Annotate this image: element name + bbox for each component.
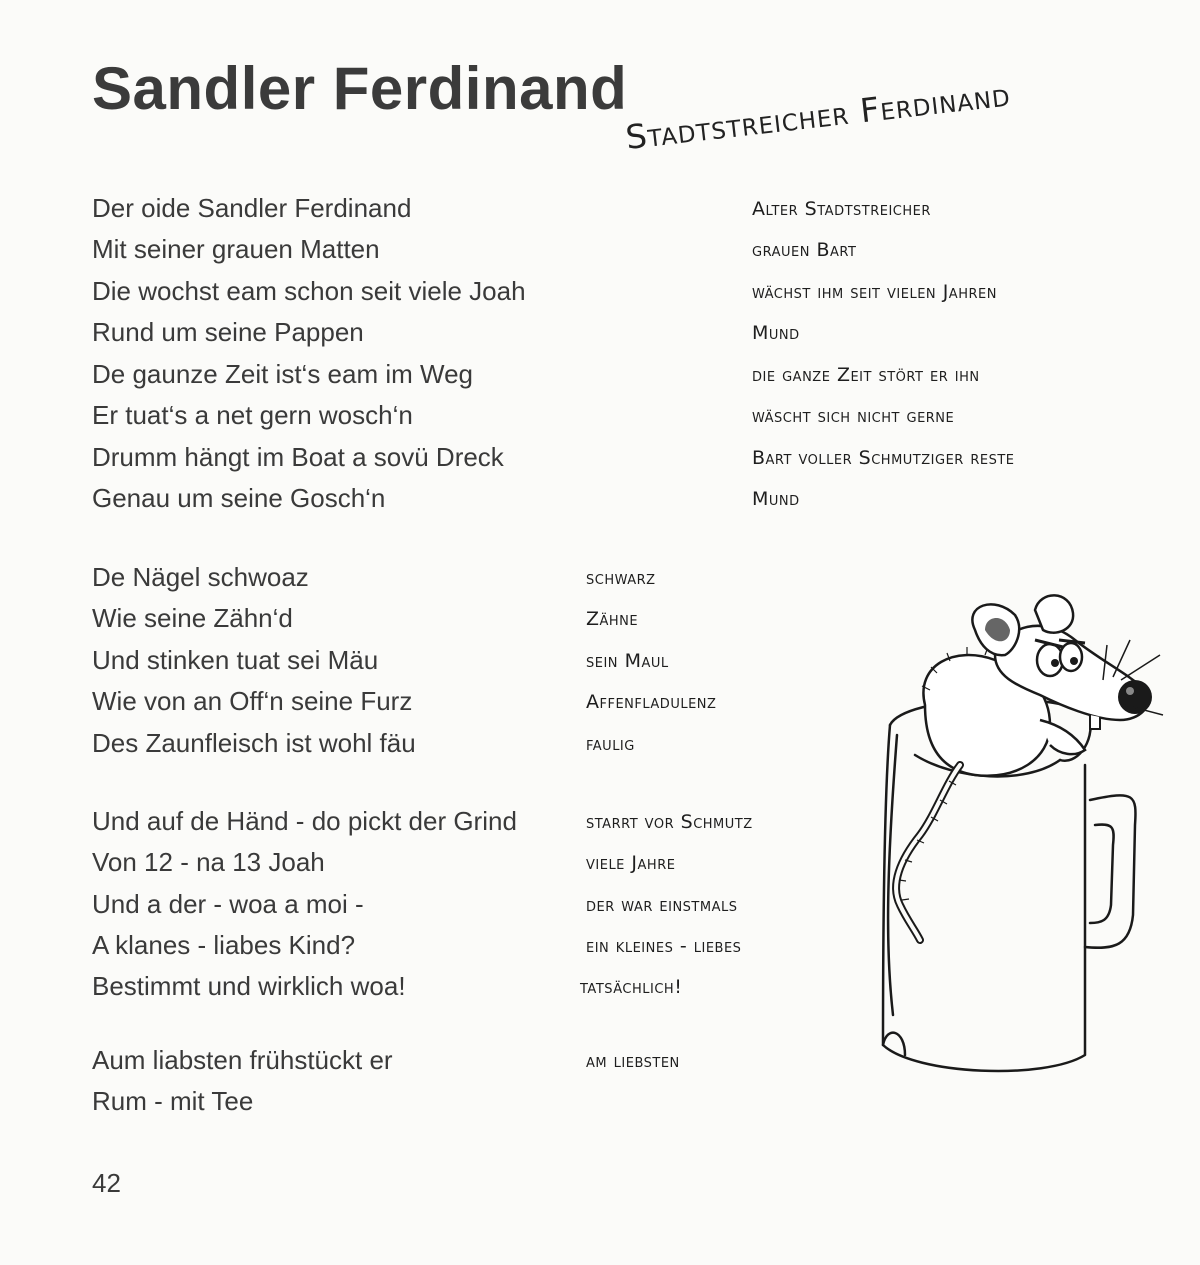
poem-line: Rum - mit Tee xyxy=(92,1086,254,1116)
gloss-note: viele Jahre xyxy=(586,852,676,874)
poem-line: Von 12 - na 13 Joah xyxy=(92,847,325,877)
poem-line: Er tuat‘s a net gern wosch‘n xyxy=(92,400,413,430)
poem-line: Bestimmt und wirklich woa! xyxy=(92,971,406,1001)
gloss-note: wäscht sich nicht gerne xyxy=(752,405,955,427)
rat-in-beer-mug-icon xyxy=(845,585,1175,1095)
gloss-note: starrt vor Schmutz xyxy=(586,811,753,833)
gloss-note: Alter Stadtstreicher xyxy=(752,198,931,220)
gloss-note: Mund xyxy=(752,322,800,344)
gloss-note: der war einstmals xyxy=(586,894,738,916)
gloss-note: Bart voller Schmutziger reste xyxy=(752,447,1015,469)
page-title: Sandler Ferdinand xyxy=(92,55,628,122)
poem-line: Des Zaunfleisch ist wohl fäu xyxy=(92,728,416,758)
poem-line: Und auf de Händ - do pickt der Grind xyxy=(92,806,517,836)
poem-line: Und a der - woa a moi - xyxy=(92,889,364,919)
poem-line: De Nägel schwoaz xyxy=(92,562,309,592)
gloss-note: sein Maul xyxy=(586,650,669,672)
gloss-note: Affenfladulenz xyxy=(586,691,717,713)
poem-line: Und stinken tuat sei Mäu xyxy=(92,645,379,675)
page-number: 42 xyxy=(92,1168,121,1198)
poem-line: Drumm hängt im Boat a sovü Dreck xyxy=(92,442,504,472)
poem-line: Die wochst eam schon seit viele Joah xyxy=(92,276,526,306)
poem-line: Aum liabsten frühstückt er xyxy=(92,1045,393,1075)
poem-line: Wie seine Zähn‘d xyxy=(92,603,293,633)
gloss-note: tatsächlich! xyxy=(580,976,683,998)
poem-line: Wie von an Off‘n seine Furz xyxy=(92,686,413,716)
gloss-note: wächst ihm seit vielen Jahren xyxy=(752,281,997,303)
handwritten-subtitle: Stadtstreicher Ferdinand xyxy=(623,74,1013,157)
poem-line: De gaunze Zeit ist‘s eam im Weg xyxy=(92,359,473,389)
gloss-note: Mund xyxy=(752,488,800,510)
gloss-note: faulig xyxy=(586,733,635,755)
gloss-note: schwarz xyxy=(586,567,656,589)
gloss-note: ein kleines - liebes xyxy=(586,935,742,957)
gloss-note: die ganze Zeit stört er ihn xyxy=(752,364,980,386)
gloss-note: Zähne xyxy=(586,608,639,630)
poem-line: Mit seiner grauen Matten xyxy=(92,234,380,264)
poem-line: Der oide Sandler Ferdinand xyxy=(92,193,412,223)
poem-line: A klanes - liabes Kind? xyxy=(92,930,356,960)
poem-line: Genau um seine Gosch‘n xyxy=(92,483,386,513)
poem-line: Rund um seine Pappen xyxy=(92,317,364,347)
gloss-note: am liebsten xyxy=(586,1050,680,1072)
gloss-note: grauen Bart xyxy=(752,239,857,261)
